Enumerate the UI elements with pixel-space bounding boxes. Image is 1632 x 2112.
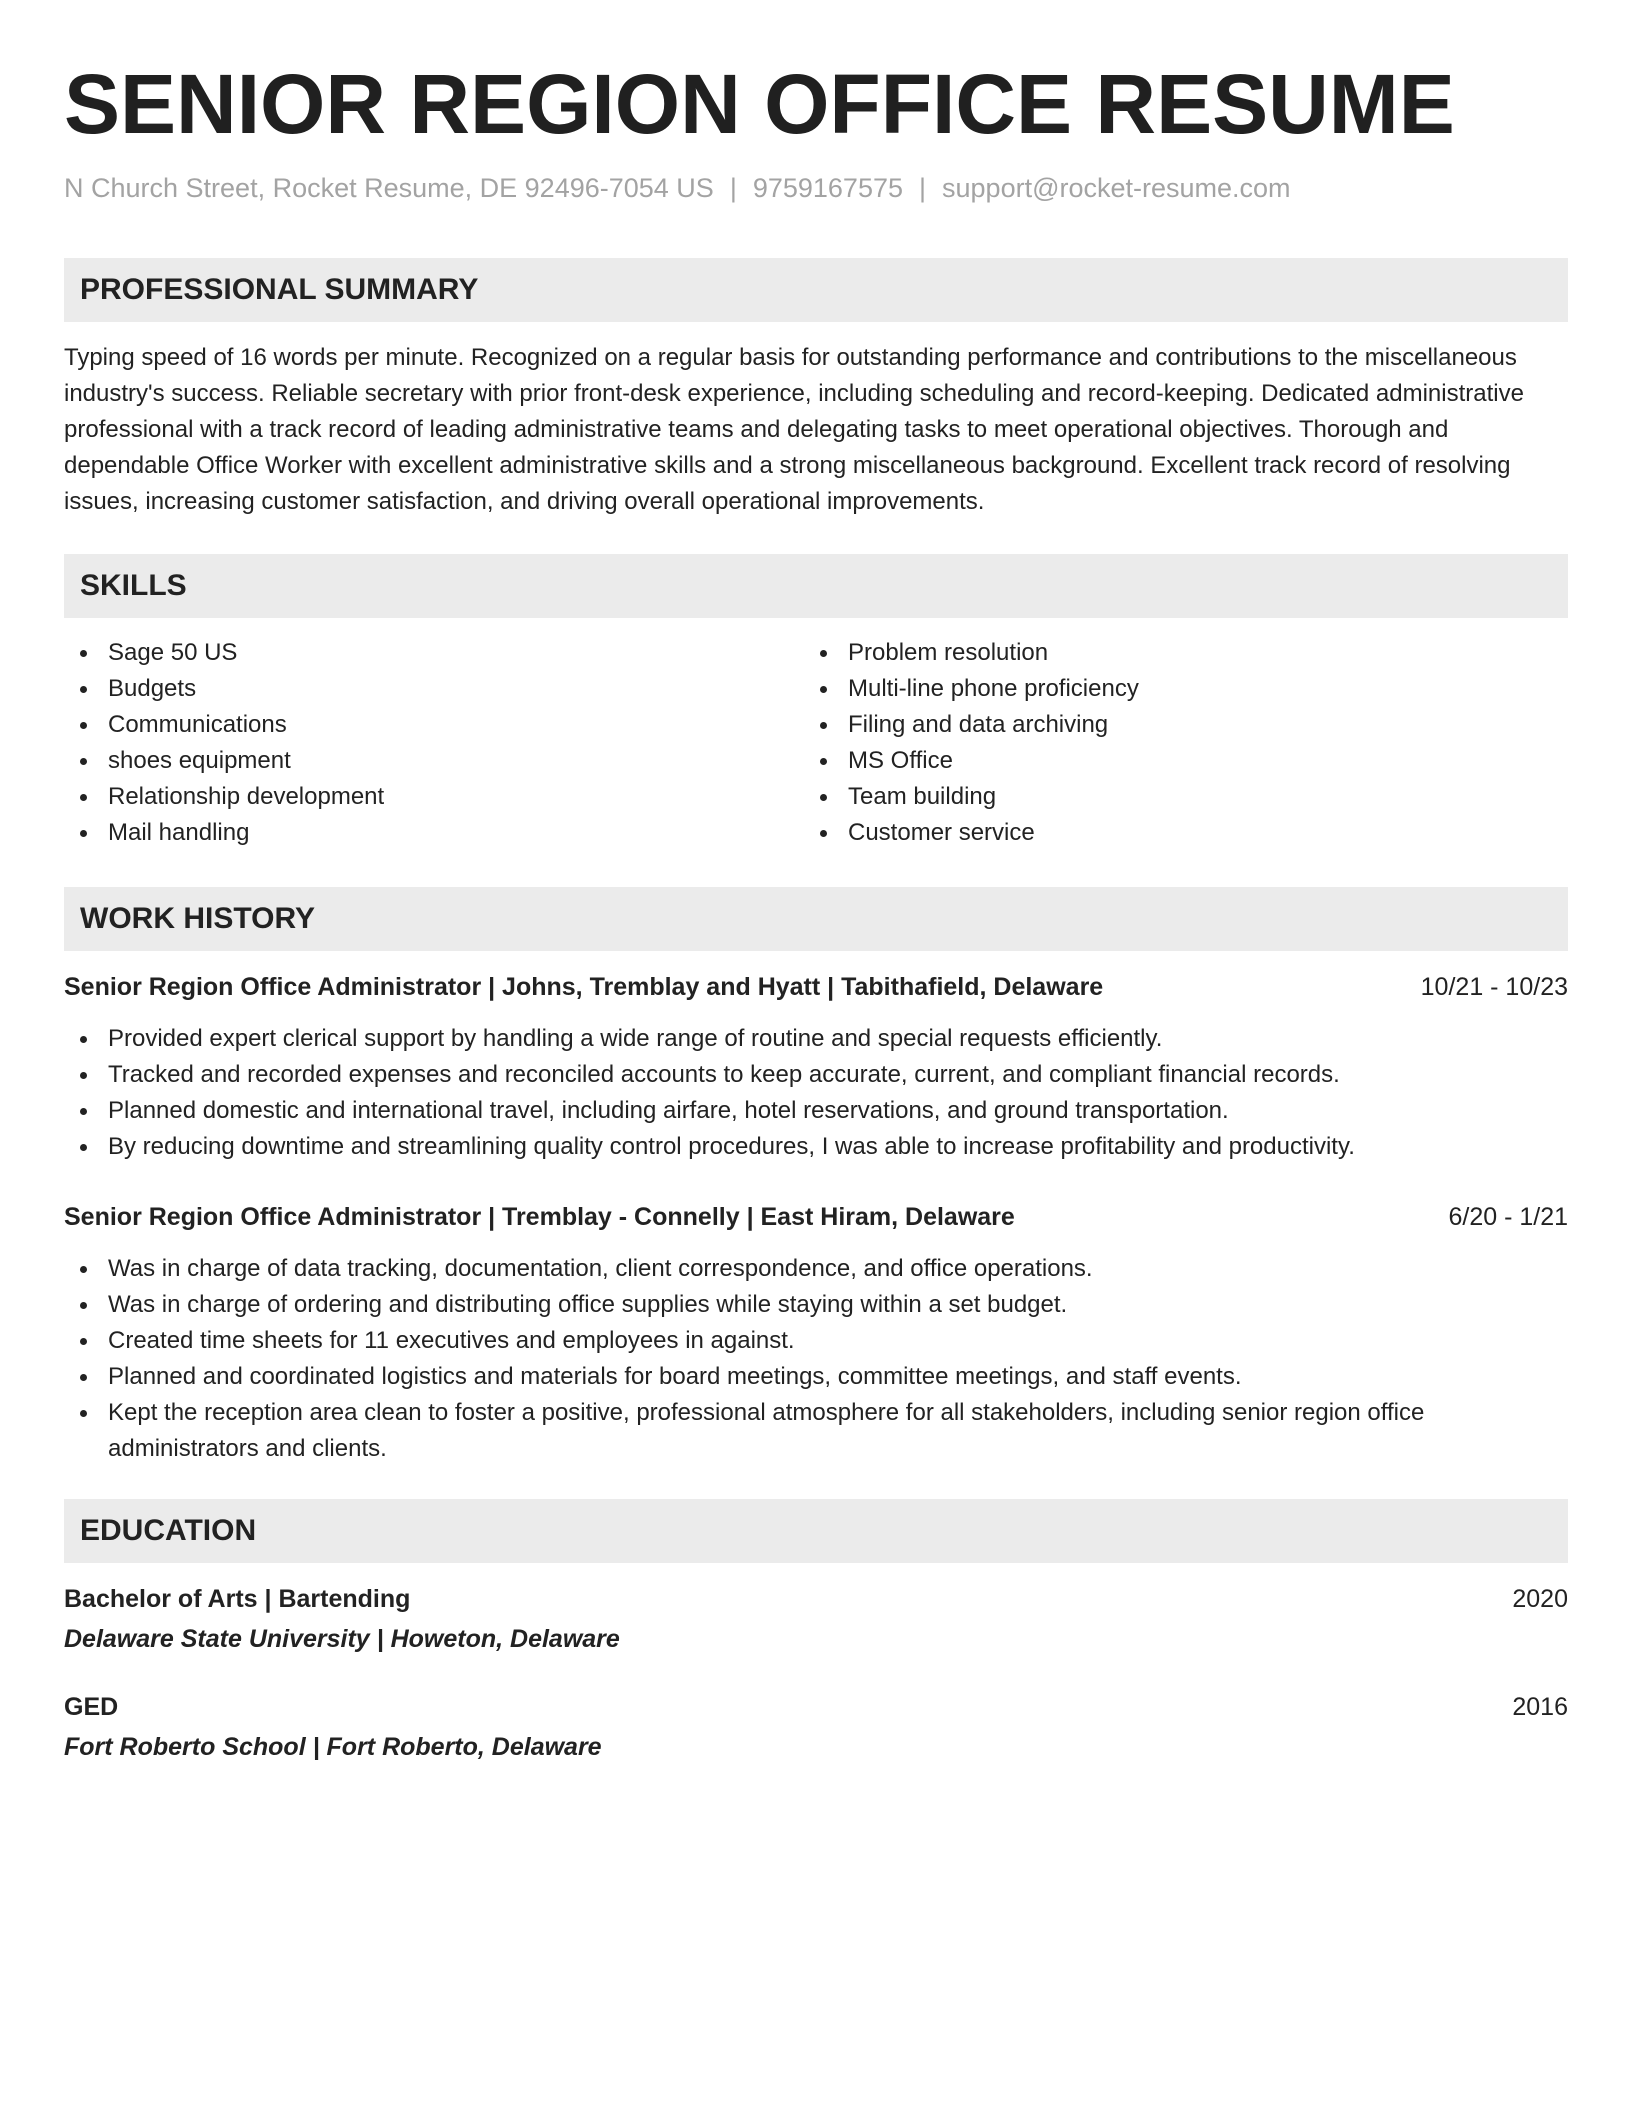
education-header [64,1689,1568,1725]
skill-item: MS Office [804,743,1544,779]
skill-item: Sage 50 US [64,635,804,671]
education-header [64,1581,1568,1617]
skill-item: Relationship development [64,779,804,815]
summary-text: Typing speed of 16 words per minute. Recognized on a regular basis for outstanding performance and contributions to the miscellaneous industry's success. Reliable secretary with prior front-desk experience, including scheduling and record-keeping. Dedicated administrative professional with a track record of leading administrative teams and delegating tasks to meet operational objectives. Thorough and dependable Office Worker with excellent administrative skills and a strong miscellaneous background. Excellent track record of resolving issues, increasing customer satisfaction, and driving overall operational improvements. [64,344,1524,516]
job-bullet: Was in charge of data tracking, documentation, client correspondence, and office operations. [64,1251,1568,1287]
job-bullet: Planned domestic and international travel, including airfare, hotel reservations, and ground transportation. [64,1093,1568,1129]
job-entry [64,1199,1568,1467]
education-year: 2016 [1512,1693,1568,1722]
job-header [64,969,1568,1005]
degree: Bachelor of Arts | Bartending [64,1585,411,1614]
education-heading: EDUCATION [64,1499,1568,1563]
school: Delaware State University | Howeton, Delaware [64,1625,620,1654]
contact-email: support@rocket-resume.com [942,173,1291,203]
job-bullet: Created time sheets for 11 executives and employees in against. [64,1323,1568,1359]
skill-item: Filing and data archiving [804,707,1544,743]
job-dates: 6/20 - 1/21 [1448,1203,1568,1232]
education-entry [64,1581,1568,1657]
summary-heading: PROFESSIONAL SUMMARY [64,258,1568,322]
job-bullet: Provided expert clerical support by handling a wide range of routine and special requests efficiently. [64,1021,1568,1057]
skill-item: Customer service [804,815,1544,851]
job-entry [64,969,1568,1165]
contact-separator: | [729,173,737,203]
job-bullet: Was in charge of ordering and distributing office supplies while staying within a set budget. [64,1287,1568,1323]
resume-title: SENIOR REGION OFFICE RESUME [64,57,1455,151]
job-bullet: Tracked and recorded expenses and reconciled accounts to keep accurate, current, and compliant financial records. [64,1057,1568,1093]
job-title: Senior Region Office Administrator | Tremblay - Connelly | East Hiram, Delaware [64,1203,1015,1232]
contact-line [64,172,1568,204]
job-header [64,1199,1568,1235]
skill-item: Budgets [64,671,804,707]
skills-list [64,635,1568,851]
job-title: Senior Region Office Administrator | Johns, Tremblay and Hyatt | Tabithafield, Delaware [64,973,1104,1002]
job-bullet: By reducing downtime and streamlining quality control procedures, I was able to increase profitability and productivity. [64,1129,1568,1165]
skills-column-left [64,635,804,851]
contact-phone: 9759167575 [752,173,903,203]
job-bullet: Planned and coordinated logistics and materials for board meetings, committee meetings, and staff events. [64,1359,1568,1395]
job-bullets [64,1021,1568,1165]
degree: GED [64,1693,119,1722]
work-history-heading: WORK HISTORY [64,887,1568,951]
skill-item: shoes equipment [64,743,804,779]
skills-heading: SKILLS [64,554,1568,618]
contact-address: N Church Street, Rocket Resume, DE 92496-7054 US [64,173,714,203]
contact-separator: | [919,173,927,203]
job-bullets [64,1251,1568,1467]
school: Fort Roberto School | Fort Roberto, Delaware [64,1733,602,1762]
education-year: 2020 [1512,1585,1568,1614]
skill-item: Communications [64,707,804,743]
skill-item: Problem resolution [804,635,1544,671]
skill-item: Team building [804,779,1544,815]
skill-item: Multi-line phone proficiency [804,671,1544,707]
job-dates: 10/21 - 10/23 [1420,973,1568,1002]
job-bullet: Kept the reception area clean to foster a positive, professional atmosphere for all stakeholders, including senior region office administrators and clients. [64,1395,1568,1467]
education-entry [64,1689,1568,1765]
skill-item: Mail handling [64,815,804,851]
skills-column-right [804,635,1544,851]
